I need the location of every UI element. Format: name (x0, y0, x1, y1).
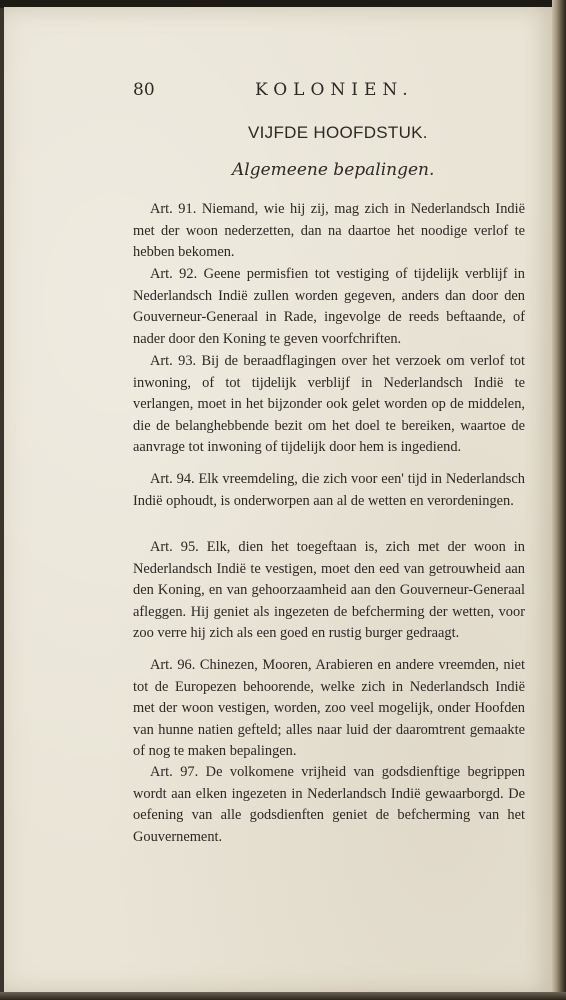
article-93 (133, 351, 525, 459)
article-label: Art. 95. (150, 539, 199, 555)
article-text: De volkomene vrijheid van godsdienftige begrippen wordt aan elken ingezeten in Nederlandsch Indië gewaarborgd. De oefening van alle godsdienften geniet de befcherming van het Gouvernement. (133, 764, 526, 845)
chapter-title: VIJFDE HOOFDSTUK. (248, 123, 428, 142)
article-91 (133, 199, 525, 264)
article-label: Art. 97. (150, 764, 199, 780)
article-95 (133, 537, 525, 645)
article-label: Art. 93. (150, 353, 197, 369)
page-number: 80 (133, 80, 155, 100)
article-92 (133, 264, 525, 350)
article-text: Niemand, wie hij zij, mag zich in Nederlandsch Indië met der woon nederzetten, dan na daartoe het noodige verlof te hebben bekomen. (133, 201, 525, 261)
article-label: Art. 92. (150, 266, 198, 282)
article-label: Art. 91. (150, 201, 197, 217)
article-label: Art. 94. (150, 471, 195, 487)
section-title: Algemeene bepalingen. (232, 160, 435, 180)
article-96 (133, 655, 525, 763)
article-94 (133, 469, 525, 512)
article-text: Geene permisfien tot vestiging of tijdelijk verblijf in Nederlandsch Indië zullen worden gegeven, anders dan door den Gouverneur-Generaal in Rade, ingevolge de reeds beftaande, of nader door den Koning te geven voorfchriften. (133, 266, 526, 347)
scan-bottom-border (0, 992, 566, 1000)
article-text: Elk vreemdeling, die zich voor een' tijd in Nederlandsch Indië ophoudt, is onderworpen aan al de wetten en verordeningen. (133, 471, 525, 509)
article-text: Elk, dien het toegeftaan is, zich met der woon in Nederlandsch Indië te vestigen, moet den eed van getrouwheid aan den Koning, en van gehoorzaamheid aan den Gouverneur-Generaal afleggen. Hij geniet als ingezeten de befcherming der wetten, voor zoo verre hij zich als een goed en rustig burger gedraagt. (133, 539, 525, 642)
page-edge-right (552, 0, 566, 1000)
running-head: KOLONIEN. (255, 80, 414, 100)
article-label: Art. 96. (150, 657, 196, 673)
article-text: Chinezen, Mooren, Arabieren en andere vreemden, niet tot de Europezen behoorende, welke zich in Nederlandsch Indië met der woon vestigen, worden, zoo veel mogelijk, onder Hoofden van hunne natien gefteld; alles naar luid der daaromtrent gemaakte of nog te maken bepalingen. (133, 657, 525, 760)
article-text: Bij de beraadflagingen over het verzoek om verlof tot inwoning, of tot tijdelijk verblijf in Nederlandsch Indië te verlangen, moet in het bijzonder ook gelet worden op de middelen, die de belanghebbende bezit om het doel te bereiken, waartoe de aanvrage tot inwoning of tijdelijk door hem is ingediend. (133, 353, 525, 456)
article-97 (133, 762, 525, 848)
